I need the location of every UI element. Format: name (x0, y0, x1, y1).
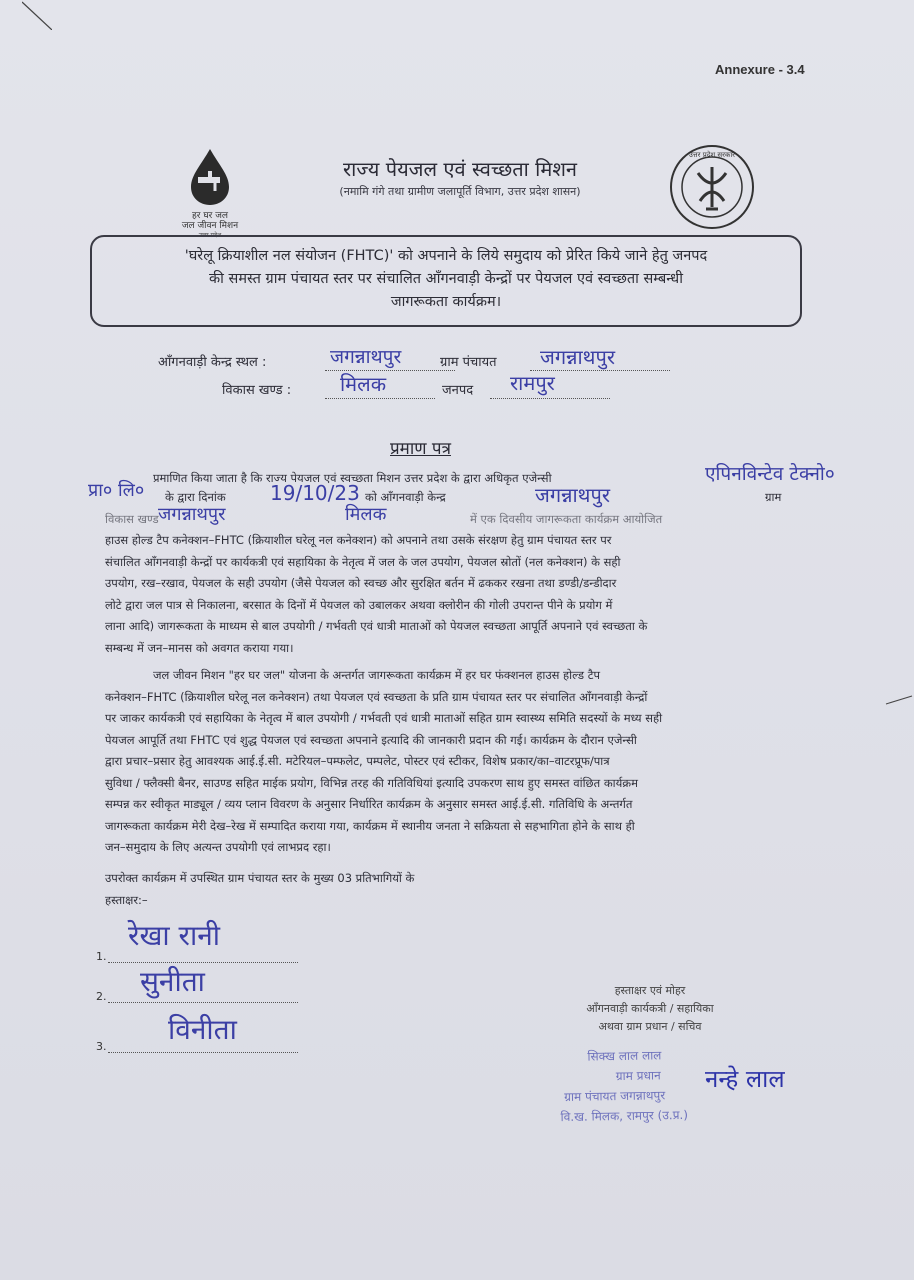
para1-line9: सम्बन्ध में जन–मानस को अवगत कराया गया। (105, 640, 294, 655)
certificate-title: प्रमाण पत्र (390, 439, 451, 459)
para2-line9: जन–समुदाय के लिए अत्यन्त उपयोगी एवं लाभप्रद रहा। (105, 840, 331, 854)
para1-body (105, 530, 795, 659)
official-line1: हस्ताक्षर एवं मोहर (614, 984, 686, 997)
anganwadi-label: आँगनवाड़ी केन्द्र स्थल : (158, 355, 267, 370)
signature-2: सुनीता (140, 965, 205, 998)
para2-line5: द्वारा प्रचार–प्रसार हेतु आवश्यक आई.ई.सी. मटेरियल–पम्फलेट, पम्पलेट, पोस्टर एवं स्टीकर, विशेष प्रकार/का–वाटरप्रूफ/पात्र (105, 754, 610, 768)
signature-number-2: 2. (96, 990, 107, 1003)
banner-line1: 'घरेलू क्रियाशील नल संयोजन (FHTC)' को अपनाने के लिये समुदाय को प्रेरित किये जाने हेतु जनपद (184, 248, 708, 264)
para2-line2: कनेक्शन–FHTC (क्रियाशील घरेलू नल कनेक्शन) तथा पेयजल एवं स्वच्छता के प्रति ग्राम पंचायत स्तर पर संचालित आँगनवाड़ी केन्द्रों (105, 689, 648, 704)
para1-line2b: को आँगनवाड़ी केन्द्र (365, 490, 446, 504)
vikas-khand-value: मिलक (340, 372, 387, 396)
signature-number-1: 1. (96, 950, 107, 963)
para3-line1: उपरोक्त कार्यक्रम में उपस्थित ग्राम पंचायत स्तर के मुख्य 03 प्रतिभागियों के (105, 871, 415, 885)
para1-line3b: में एक दिवसीय जागरूकता कार्यक्रम आयोजित (470, 512, 663, 526)
para3-line2: हस्ताक्षर:– (105, 892, 148, 907)
para1-line2a: के द्वारा दिनांक (165, 490, 226, 504)
official-line3: अथवा ग्राम प्रधान / सचिव (598, 1020, 702, 1033)
vikas-khand-label: विकास खण्ड : (222, 383, 292, 398)
signature-3: विनीता (168, 1013, 237, 1046)
program-banner (90, 235, 802, 327)
date-value: 19/10/23 (270, 481, 360, 505)
center-value: जगन्नाथपुर (535, 483, 610, 507)
banner-line3: जागरूकता कार्यक्रम। (390, 294, 502, 310)
anganwadi-value: जगन्नाथपुर (330, 346, 402, 368)
up-government-emblem-icon (668, 143, 756, 231)
mission-title: राज्य पेयजल एवं स्वच्छता मिशन (342, 157, 578, 181)
para1-line7: लोटे द्वारा जल पात्र से निकालना, बरसात के दिनों में पेयजल को उबालकर अथवा क्लोरीन की गोली उपरान्त पीने के प्रयोग में (105, 597, 613, 612)
para1-line3a: विकास खण्ड (105, 512, 159, 526)
janpad-field-line (490, 398, 610, 399)
official-signature-block (560, 982, 740, 1036)
agency-prefix-value: प्रा० लि० (88, 480, 145, 501)
logo-line1: हर घर जल (192, 211, 228, 221)
official-line2: आँगनवाड़ी कार्यकत्री / सहायिका (586, 1002, 714, 1015)
pradhan-signature: नन्हे लाल (705, 1065, 785, 1093)
corner-scratch-mark (22, 0, 52, 30)
para3-body (105, 868, 795, 911)
signature-number-3: 3. (96, 1040, 107, 1053)
margin-pen-mark (884, 690, 914, 710)
stamp-line4: वि.ख. मिलक, रामपुर (उ.प्र.) (560, 1107, 689, 1125)
para2-line1: जल जीवन मिशन "हर घर जल" योजना के अन्तर्गत जागरूकता कार्यक्रम में हर घर फंक्शनल हाउस होल्ड टैप (153, 668, 601, 682)
mission-subtitle: (नमामि गंगे तथा ग्रामीण जलापूर्ति विभाग, उत्तर प्रदेश शासन) (339, 185, 581, 198)
stamp-line3: ग्राम पंचायत जगन्नाथपुर (564, 1088, 666, 1105)
signature-1: रेखा रानी (128, 919, 221, 952)
para1-line5: संचालित आँगनवाड़ी केन्द्रों पर कार्यकत्री एवं सहायिका के नेतृत्व में जल के जल उपयोग, पेयजल स्रोतों (नल कनेक्शन) के सही (105, 554, 621, 569)
emblem-text: उत्तर प्रदेश सरकार (688, 151, 736, 159)
har-ghar-jal-logo (165, 145, 255, 239)
para2-line4: पेयजल आपूर्ति तथा FHTC एवं शुद्ध पेयजल एवं स्वच्छता अपनाने इत्यादि की जानकारी प्रदान की गई। कार्यक्रम के दौरान एजेन्सी (105, 732, 637, 747)
janpad-label: जनपद (442, 383, 474, 398)
water-drop-icon (165, 145, 255, 207)
agency-value: एपिनविन्टेव टेक्नो० (705, 463, 835, 485)
para1-line8: लाना आदि) जागरूकता के माध्यम से बाल उपयोगी / गर्भवती एवं धात्री माताओं को पेयजल स्वच्छता आपूर्ति अपनाने एवं स्वच्छता के (105, 619, 648, 633)
para1-line6: उपयोग, रख–रखाव, पेयजल के सही उपयोग (जैसे पेयजल को स्वच्छ और सुरक्षित बर्तन में ढककर रखना तथा डण्डी/डन्डीदार (105, 576, 617, 590)
gram-panchayat-label: ग्राम पंचायत (440, 355, 497, 370)
signature-line-3 (108, 1052, 298, 1053)
para1-line2c: ग्राम (765, 490, 782, 504)
para2-line6: सुविधा / फ्लैक्सी बैनर, साउण्ड सहित माईक प्रयोग, विभिन्न तरह की गतिविधियां इत्यादि उपकरण साथ हुए समस्त वांछित कार्यक्रम (105, 775, 639, 790)
banner-line2: की समस्त ग्राम पंचायत स्तर पर संचालित आँगनवाड़ी केन्द्रों पर पेयजल एवं स्वच्छता सम्बन्धी (209, 271, 683, 287)
village-value: जगन्नाथपुर (158, 504, 226, 525)
logo-line2: जल जीवन मिशन (181, 221, 239, 231)
para1-line4: हाउस होल्ड टैप कनेक्शन–FHTC (क्रियाशील घरेलू नल कनेक्शन) को अपनाने तथा उसके संरक्षण हेतु ग्राम पंचायत स्तर पर (105, 533, 612, 547)
stamp-line2: ग्राम प्रधान (615, 1068, 661, 1084)
para2-line8: जागरूकता कार्यक्रम मेरी देख–रेख में सम्पादित कराया गया, कार्यक्रम में स्थानीय जनता ने सक्रियता से सहभागिता होने के साथ ही (105, 818, 635, 833)
janpad-value: रामपुर (510, 371, 555, 395)
annexure-label: Annexure - 3.4 (715, 62, 805, 77)
para2-line3: पर जाकर कार्यकत्री एवं सहायिका के नेतृत्व में बाल उपयोगी / गर्भवती एवं धात्री माताओं सहित ग्राम स्वास्थ्य समिति सदस्यों के मध्य सही (105, 711, 663, 725)
signature-line-2 (108, 1002, 298, 1003)
gram-panchayat-value: जगन्नाथपुर (540, 345, 615, 369)
para2-line7: सम्पन्न कर स्वीकृत माड्यूल / व्यय प्लान विवरण के अनुसार निर्धारित कार्यक्रम के अनुसार समस्त आई.ई.सी. गतिविधि के अन्तर्गत (105, 797, 633, 811)
block-value: मिलक (345, 504, 387, 525)
para1-line1: प्रमाणित किया जाता है कि राज्य पेयजल एवं स्वच्छता मिशन उत्तर प्रदेश के द्वारा अधिकृत एजेन्सी (153, 471, 552, 485)
stamp-line1: सिक्ख लाल लाल (587, 1048, 662, 1064)
vikas-khand-field-line (325, 398, 435, 399)
logo-line3: उत्तर प्रदेश (198, 232, 222, 239)
para2-body (105, 665, 795, 859)
